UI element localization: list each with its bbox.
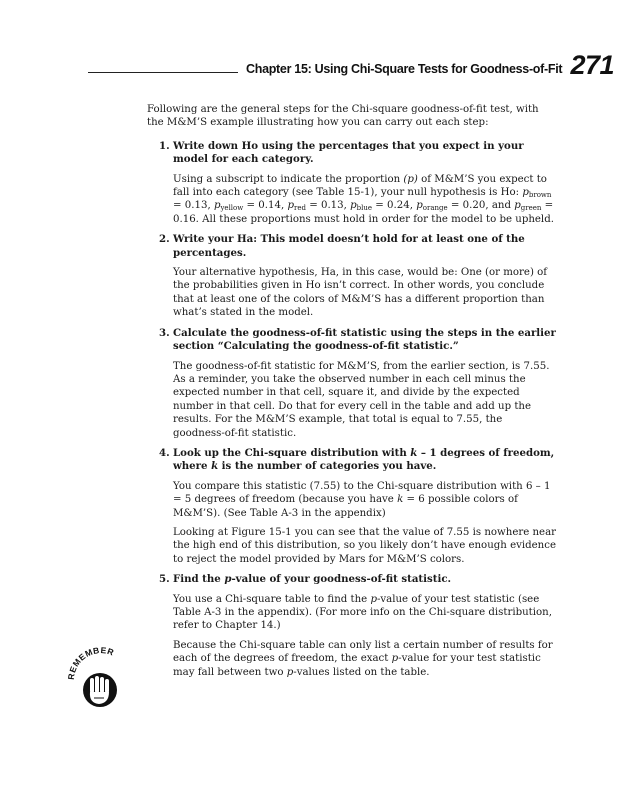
step-paragraph: You use a Chi-square table to find the p-value of your test statistic (see Table A-3 in the appendix). (For more info on the Chi-square distribution, refer to Chapter 14.) <box>173 593 552 632</box>
svg-text:REMEMBER <box>68 645 116 680</box>
step-paragraph: Looking at Figure 15-1 you can see that the value of 7.55 is nowhere near the high end of this distribution, so you likely don’t have enough evidence to reject the model provided by Mars for M&M’S colors. <box>173 526 557 565</box>
step-number: 2. <box>159 233 170 246</box>
remember-margin-icon <box>68 640 130 712</box>
step-title: Write down Ho using the percentages that you expect in your model for each category. <box>173 139 524 166</box>
step-title: Write your Ha: This model doesn’t hold for at least one of the percentages. <box>173 233 525 259</box>
step-paragraph: Using a subscript to indicate the proportion (p) of M&M’S you expect to fall into each category (see Table 15-1), your null hypothesis is Ho: $p_{brown} = 0.13$, $p_{yellow} = 0.14$, $p_{red} = 0.13$, $p_{blue} = 0.24$, $p_{orange} = 0.20$, and $p_{green} = 0.16$. All these proportions must hold in order for the model to be upheld. <box>173 173 554 225</box>
body-text <box>147 103 557 686</box>
step-paragraph: Your alternative hypothesis, Ha, in this case, would be: One (or more) of the probabilities given in Ho isn’t correct. In other words, you conclude that at least one of the colors of M&M’S has a different proportion than what’s stated in the model. <box>173 267 548 319</box>
step-number: 3. <box>159 326 170 339</box>
step-2 <box>147 233 557 319</box>
step-number: 4. <box>159 446 170 459</box>
page-number: 271 <box>570 50 614 80</box>
step-number: 1. <box>159 139 170 152</box>
step-number: 5. <box>159 573 170 586</box>
step-paragraph: You compare this statistic (7.55) to the Chi-square distribution with 6 – 1 = 5 degrees of freedom (because you have k = 6 possible colors of M&M’S). (See Table A-3 in the appendix) <box>173 480 551 519</box>
remember-hand-icon <box>68 640 130 712</box>
step-title: Calculate the goodness-of-fit statistic using the steps in the earlier section “Calculating the goodness-of-fit statistic.” <box>173 326 556 353</box>
step-1 <box>147 140 557 226</box>
remember-label: EMEMBER <box>68 645 116 674</box>
step-title: Look up the Chi-square distribution with k – 1 degrees of freedom, where k is the number of categories you have. <box>173 446 555 473</box>
intro-paragraph: Following are the general steps for the Chi-square goodness-of-fit test, with the M&M’S example illustrating how you can carry out each step: <box>147 104 539 129</box>
step-paragraph: The goodness-of-fit statistic for M&M’S, from the earlier section, is 7.55. As a reminder, you take the observed number in each cell minus the expected number in that cell, square it, and divide by the expected number in that cell. Do that for every cell in the table and add up the results. For the M&M’S example, that total is equal to 7.55, the goodness-of-fit statistic. <box>173 360 550 439</box>
step-4 <box>147 447 557 566</box>
step-title: Find the p-value of your goodness-of-fit statistic. <box>173 573 452 586</box>
running-header <box>88 50 618 84</box>
steps-list <box>147 140 557 679</box>
step-5 <box>147 573 557 679</box>
step-3 <box>147 327 557 440</box>
step-paragraph: Because the Chi-square table can only list a certain number of results for each of the degrees of freedom, the exact p-value for your test statistic may fall between two p-values listed on the table. <box>173 639 553 678</box>
header-rule <box>88 72 238 73</box>
chapter-title: Chapter 15: Using Chi-Square Tests for Goodness-of-Fit <box>246 62 563 76</box>
